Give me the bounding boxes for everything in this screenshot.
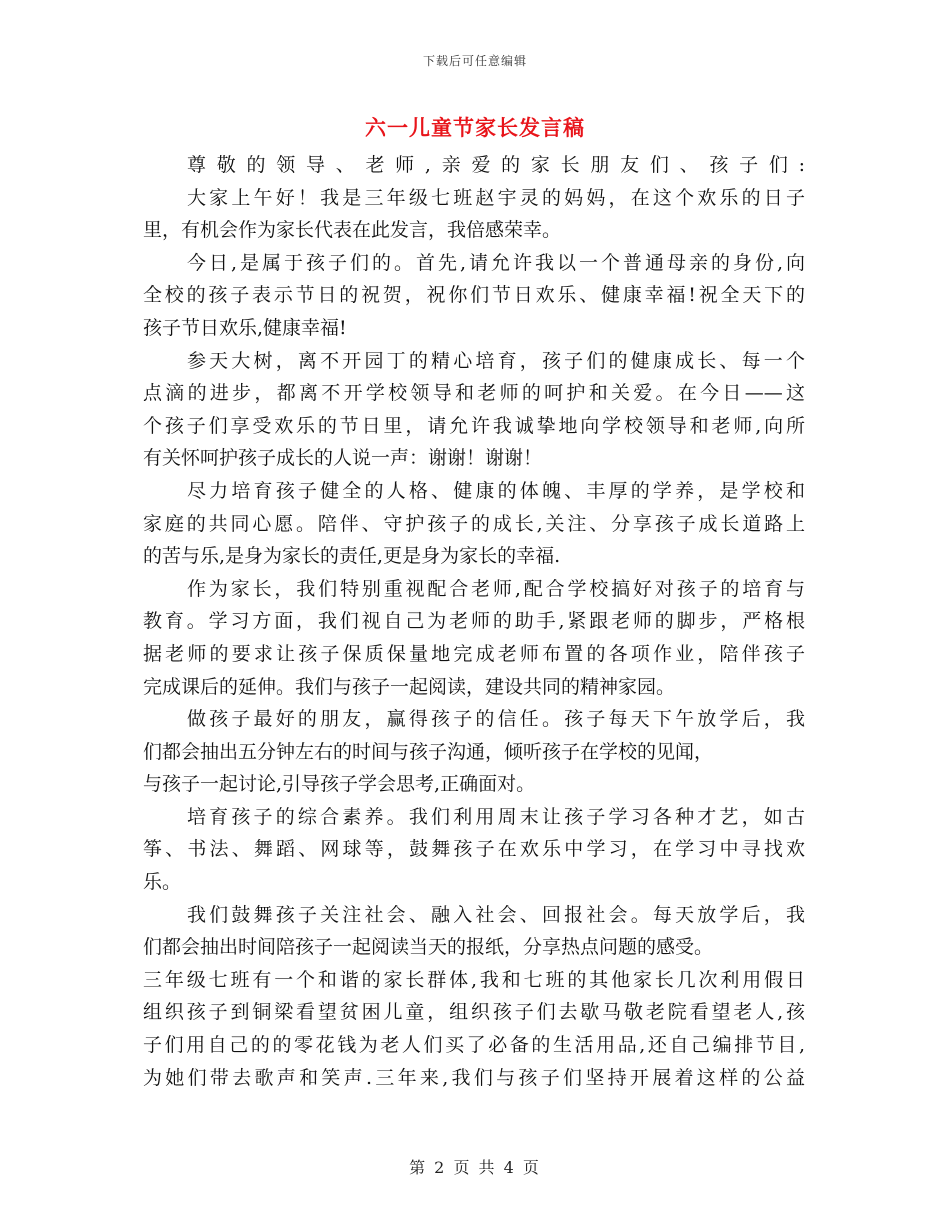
text-line: 与孩子一起讨论,引导孩子学会思考,正确面对。 (143, 773, 536, 796)
text-line: 组织孩子到铜梁看望贫困儿童，组织孩子们去歇马敬老院看望老人,孩 (143, 1001, 805, 1024)
text-line: 培育孩子的综合素养。我们利用周末让孩子学习各种才艺，如古 (187, 805, 805, 828)
text-line: 今日,是属于孩子们的。首先,请允许我以一个普通母亲的身份,向 (187, 251, 805, 274)
text-line: 个孩子们享受欢乐的节日里，请允许我诚挚地向学校领导和老师,向所 (143, 414, 805, 437)
text-line: 们都会抽出时间陪孩子一起阅读当天的报纸，分享热点问题的感受。 (143, 936, 714, 959)
text-line: 们都会抽出五分钟左右的时间与孩子沟通，倾听孩子在学校的见闻， (143, 740, 714, 763)
page-header: 下载后可任意编辑 (422, 54, 527, 68)
text-line: 做孩子最好的朋友，赢得孩子的信任。孩子每天下午放学后，我 (187, 708, 805, 731)
text-line: 尽力培育孩子健全的人格、健康的体魄、丰厚的学养，是学校和 (187, 479, 805, 502)
text-line: 家庭的共同心愿。陪伴、守护孩子的成长,关注、分享孩子成长道路上 (143, 512, 805, 535)
text-line: 作为家长，我们特别重视配合老师,配合学校搞好对孩子的培育与 (187, 577, 805, 600)
text-line: 筝、书法、舞蹈、网球等，鼓舞孩子在欢乐中学习，在学习中寻找欢 (143, 838, 805, 861)
text-line: 据老师的要求让孩子保质保量地完成老师布置的各项作业，陪伴孩子 (143, 642, 805, 665)
text-line: 有关怀呵护孩子成长的人说一声：谢谢！谢谢！ (143, 447, 543, 470)
text-line: 为她们带去歌声和笑声.三年来,我们与孩子们坚持开展着这样的公益 (143, 1066, 805, 1089)
page-footer: 第 2 页 共 4 页 (409, 1158, 541, 1177)
text-line: 里，有机会作为家长代表在此发言，我倍感荣幸。 (143, 219, 562, 242)
text-line: 全校的孩子表示节日的祝贺，祝你们节日欢乐、健康幸福!祝全天下的 (143, 284, 805, 307)
text-line: 大家上午好！我是三年级七班赵宇灵的妈妈，在这个欢乐的日子 (187, 186, 805, 209)
text-line: 孩子节日欢乐,健康幸福! (143, 316, 347, 339)
text-line: 点滴的进步，都离不开学校领导和老师的呵护和关爱。在今日——这 (143, 382, 805, 405)
document-body (143, 149, 805, 1094)
text-line: 尊敬的领导、老师,亲爱的家长朋友们、孩子们: (187, 154, 805, 176)
text-line: 乐。 (143, 871, 182, 894)
document-title: 六一儿童节家长发言稿 (365, 116, 585, 140)
text-line: 我们鼓舞孩子关注社会、融入社会、回报社会。每天放学后，我 (187, 903, 805, 926)
text-line: 教育。学习方面，我们视自己为老师的助手,紧跟老师的脚步，严格根 (143, 610, 805, 633)
text-line: 的苦与乐,是身为家长的责任,更是身为家长的幸福. (143, 545, 561, 568)
text-line: 参天大树，离不开园丁的精心培育，孩子们的健康成长、每一个 (187, 349, 805, 372)
text-line: 三年级七班有一个和谐的家长群体,我和七班的其他家长几次利用假日 (143, 968, 805, 991)
text-line: 子们用自己的的零花钱为老人们买了必备的生活用品,还自己编排节目, (143, 1034, 805, 1057)
text-line: 完成课后的延伸。我们与孩子一起阅读，建设共同的精神家园。 (143, 675, 676, 698)
